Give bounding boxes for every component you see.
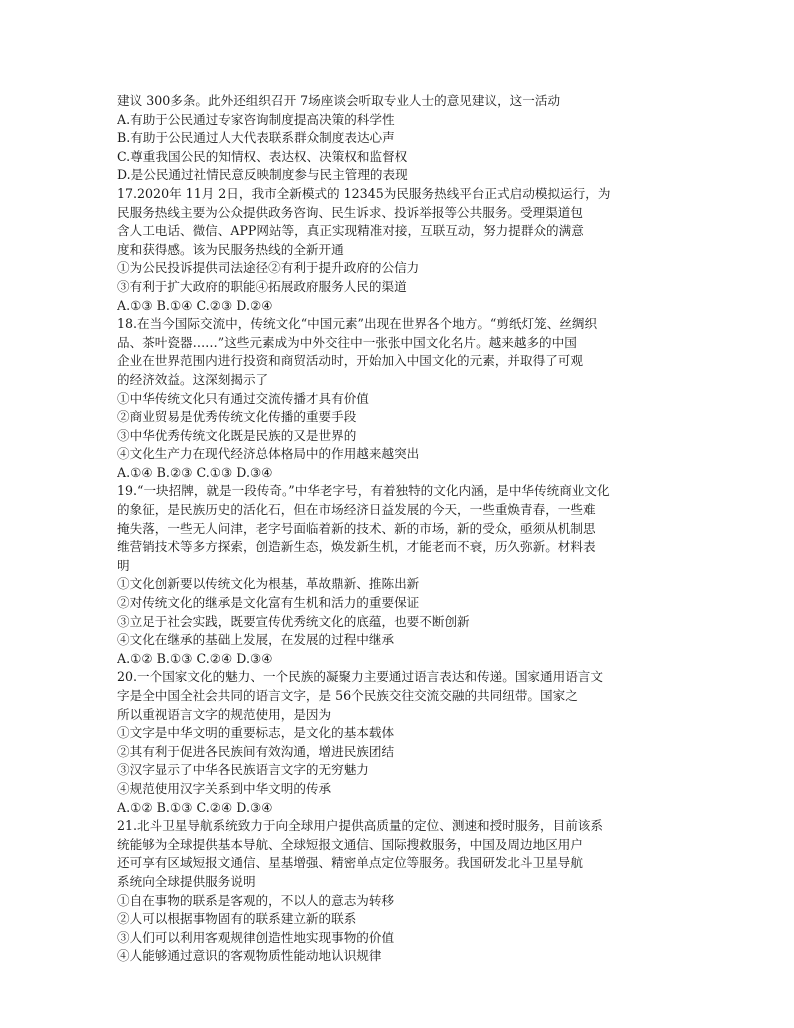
text-line: 统能够为全球提供基本导航、全球短报文通信、国际搜救服务，中国及周边地区用户 <box>117 836 583 852</box>
text-line: 还可享有区域短报文通信、星基增强、精密单点定位等服务。我国研发北斗卫星导航 <box>117 855 583 871</box>
text-line: 民服务热线主要为公众提供政务咨询、民生诉求、投诉举报等公共服务。受理渠道包 <box>117 204 583 220</box>
text-line: 品、茶叶瓷器……”这些元素成为中外交往中一张张中国文化名片。越来越多的中国 <box>117 334 577 350</box>
option-b: B.有助于公民通过人大代表联系群众制度表达心声 <box>117 130 395 146</box>
question-20-stem: 20.一个国家文化的魅力、一个民族的凝聚力主要通过语言表达和传递。国家通用语言文 <box>117 669 603 685</box>
statement-line: ①自在事物的联系是客观的，不以人的意志为转移 <box>117 892 395 908</box>
text-line: 字是全中国全社会共同的语言文字，是 56个民族交往交流交融的共同纽带。国家之 <box>117 688 578 703</box>
answer-options: A.①② B.①③ C.②④ D.③④ <box>117 799 273 815</box>
text-line: 含人工电话、微信、APP网站等，真正实现精准对接，互联互动，努力提群众的满意 <box>117 223 584 239</box>
text-line: 系统向全球提供服务说明 <box>117 873 256 889</box>
text-line: 度和获得感。该为民服务热线的全新开通 <box>117 241 344 257</box>
option-a: A.有助于公民通过专家咨询制度提高决策的科学性 <box>117 111 395 127</box>
statement-line: ④文化在继承的基础上发展，在发展的过程中继承 <box>117 632 395 648</box>
text-line: 掩失落，一些无人问津，老字号面临着新的技术、新的市场，新的受众，亟须从机制思 <box>117 520 596 536</box>
statement-line: ①为公民投诉提供司法途径②有利于提升政府的公信力 <box>117 260 420 276</box>
text-line: 维营销技术等多方探索，创造新生态，焕发新生机，才能老而不衰，历久弥新。材料表 <box>117 539 596 555</box>
statement-line: ①中华传统文化只有通过交流传播才具有价值 <box>117 390 369 406</box>
question-19-stem: 19.“一块招牌，就是一段传奇。”中华老字号，有着独特的文化内涵，是中华传统商业文化 <box>117 483 610 499</box>
statement-line: ④文化生产力在现代经济总体格局中的作用越来越突出 <box>117 446 420 462</box>
answer-options: A.①④ B.②③ C.①③ D.③④ <box>117 464 273 480</box>
statement-line: ③中华优秀传统文化既是民族的又是世界的 <box>117 427 357 443</box>
question-text-block <box>117 92 677 966</box>
statement-line: ③立足于社会实践，既要宣传优秀统文化的底蕴，也要不断创新 <box>117 613 470 629</box>
statement-line: ③有利于扩大政府的职能④拓展政府服务人民的渠道 <box>117 278 407 294</box>
statement-line: ①文字是中华文明的重要标志，是文化的基本载体 <box>117 725 395 741</box>
text-line: 明 <box>117 557 130 573</box>
option-c: C.尊重我国公民的知情权、表达权、决策权和监督权 <box>117 148 408 164</box>
statement-line: ②其有利于促进各民族间有效沟通，增进民族团结 <box>117 743 395 759</box>
question-18-stem: 18.在当今国际交流中，传统文化“中国元素”出现在世界各个地方。“剪纸灯笼、丝绸织 <box>117 316 598 332</box>
text-line: 建议 300多条。此外还组织召开 7场座谈会听取专业人士的意见建议，这一活动 <box>117 93 561 108</box>
answer-options: A.①③ B.①④ C.②③ D.②④ <box>117 297 273 313</box>
text-line: 所以重视语言文字的规范使用，是因为 <box>117 706 332 722</box>
statement-line: ③人们可以利用客观规律创造性地实现事物的价值 <box>117 929 395 945</box>
statement-line: ①文化创新要以传统文化为根基，革故鼎新、推陈出新 <box>117 576 420 592</box>
text-line: 企业在世界范围内进行投资和商贸活动时，开始加入中国文化的元素，并取得了可观 <box>117 353 583 369</box>
text-line: 的经济效益。这深刻揭示了 <box>117 371 269 387</box>
question-21-stem: 21.北斗卫星导航系统致力于向全球用户提供高质量的定位、测速和授时服务，目前该系 <box>117 818 603 834</box>
question-17-stem: 17.2020年 11月 2日，我市全新模式的 12345为民服务热线平台正式启动模拟运行，为 <box>117 185 611 201</box>
answer-options: A.①② B.①③ C.②④ D.③④ <box>117 650 273 666</box>
statement-line: ④规范使用汉字关系到中华文明的传承 <box>117 780 332 796</box>
statement-line: ④人能够通过意识的客观物质性能动地认识规律 <box>117 948 382 964</box>
statement-line: ②商业贸易是优秀传统文化传播的重要手段 <box>117 409 357 425</box>
text-line: 的象征，是民族历史的活化石，但在市场经济日益发展的今天，一些重焕青春，一些难 <box>117 502 596 518</box>
option-d: D.是公民通过社情民意反映制度参与民主管理的表现 <box>117 167 408 183</box>
statement-line: ②对传统文化的继承是文化富有生机和活力的重要保证 <box>117 595 420 611</box>
statement-line: ②人可以根据事物固有的联系建立新的联系 <box>117 911 357 927</box>
statement-line: ③汉字显示了中华各民族语言文字的无穷魅力 <box>117 762 369 778</box>
